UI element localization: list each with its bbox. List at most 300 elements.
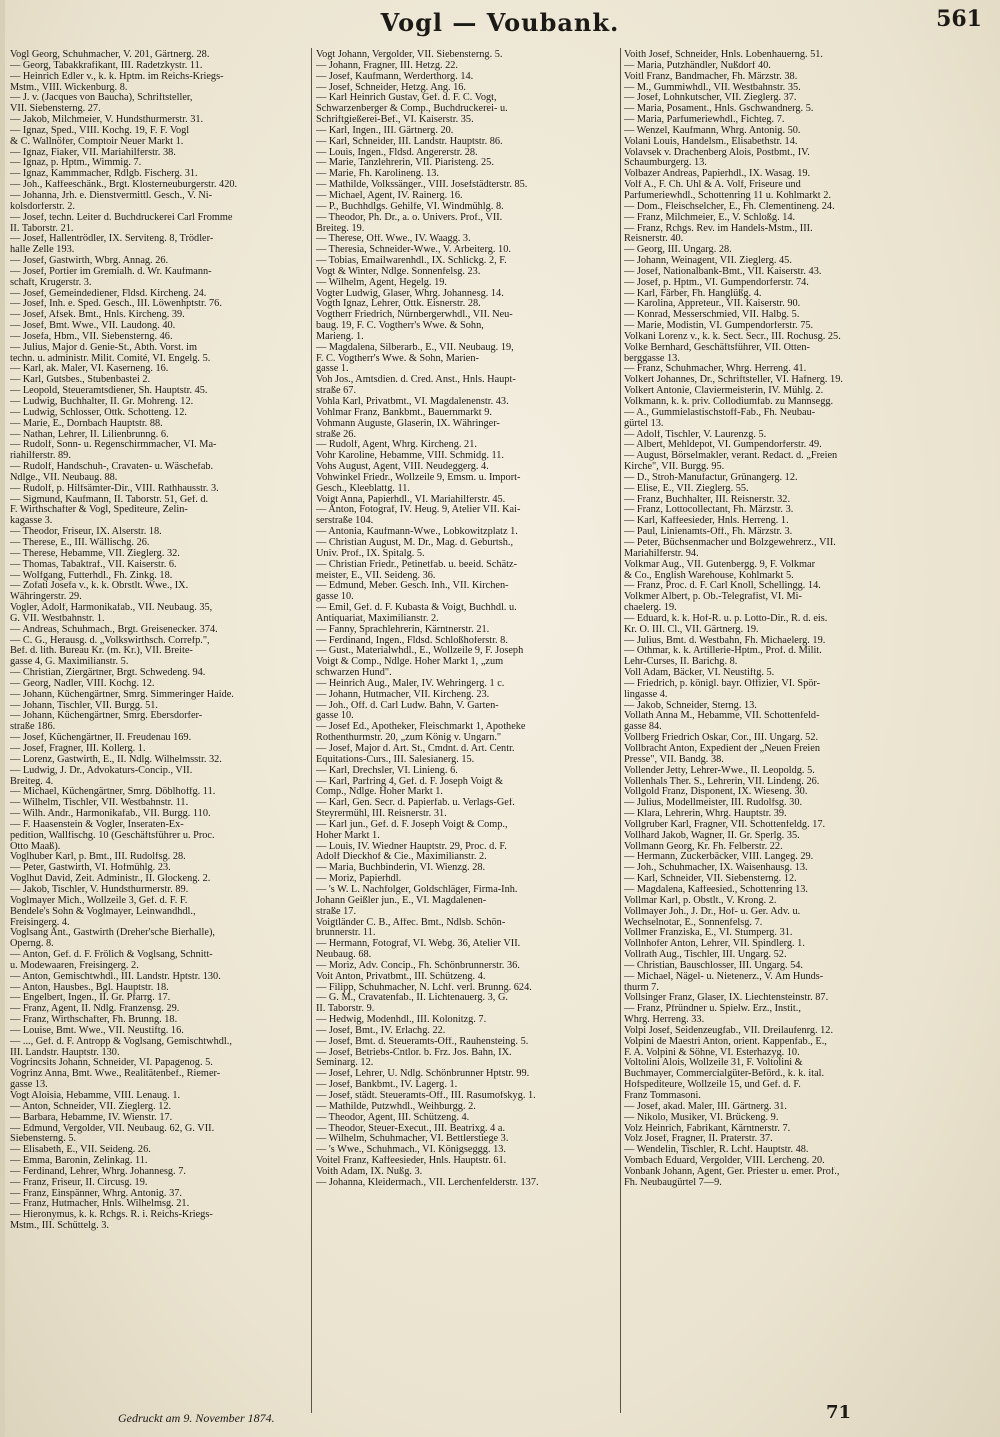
directory-entry-line: schwarzen Hund".	[316, 668, 392, 679]
directory-entry-line: — Eduard, k. k. Hof-R. u. p. Lotto-Dir., R. d. eis.	[624, 613, 828, 624]
sheet-signature-number: 71	[826, 1402, 852, 1423]
directory-entry-line: Whrg. Herreng. 33.	[624, 1015, 705, 1026]
directory-entry-line: — Lorenz, Gastwirth, E., II. Ndlg. Wilhelmsstr. 32.	[10, 754, 222, 765]
directory-entry-line: Volpi Josef, Seidenzeugfab., VII. Dreilaufenrg. 12.	[624, 1025, 834, 1036]
directory-entry-line: — Joh., Kaffeeschänk., Brgt. Klosterneuburgerstr. 420.	[10, 180, 238, 191]
directory-entry-line: riahilferstr. 89.	[10, 451, 71, 462]
directory-entry-line: — Rudolf, Handschuh-, Cravaten- u. Wäschefab.	[10, 462, 214, 473]
directory-entry-line: Parfumeriewhdl., Schottenring 11 u. Kohlmarkt 2.	[624, 190, 831, 201]
directory-entry-line: Gesch., Kleeblattg. 11.	[316, 483, 410, 494]
directory-entry-line: — J. v. (Jacques von Baucha), Schriftsteller,	[10, 93, 193, 104]
directory-entry-line: Marieng. 1.	[316, 331, 364, 342]
directory-entry-line: — Ludwig, J. Dr., Advokaturs-Concip., VII.	[10, 765, 193, 776]
directory-entry-line: — Heinrich Edler v., k. k. Hptm. im Reichs-Kriegs-	[10, 71, 224, 82]
directory-entry-line: Volkani Lorenz v., k. k. Sect. Secr., III. Rochusg. 25.	[624, 331, 841, 342]
directory-entry-line: — Josef, Betriebs-Cntlor. b. Frz. Jos. Bahn, IX.	[316, 1047, 512, 1058]
directory-entry-line: F. C. Vogtherr's Wwe. & Sohn, Marien-	[316, 353, 479, 364]
directory-entry-line: Schriftgießerei-Bef., VI. Kaiserstr. 35.	[316, 115, 474, 126]
directory-entry-line: — Karl, Gutsbes., Stubenbastei 2.	[10, 375, 151, 386]
directory-entry-line: Buchmayer, Commercialgüter-Beförd., k. k. ital.	[624, 1069, 825, 1080]
directory-entry-line: — Heinrich Aug., Maler, IV. Wehringerg. 1 c.	[316, 678, 505, 689]
directory-entry-line: Volke Bernhard, Geschäftsführer, VII. Otten-	[624, 342, 810, 353]
directory-entry-line: Vogter Ludwig, Glaser, Whrg. Johannesg. 14.	[316, 288, 504, 299]
directory-entry-line: — Karl, Parfring 4, Gef. d. F. Joseph Voigt &	[316, 776, 503, 787]
directory-entry-line: — Wilh. Andr., Harmonikafab., VII. Burgg. 110.	[10, 809, 211, 820]
directory-entry-line: — Albert, Mehldepot, VI. Gumpendorferstr. 49.	[624, 440, 822, 451]
directory-entry-line: Vogtherr Friedrich, Nürnbergerwhdl., VII. Neu-	[316, 310, 513, 321]
directory-entry-line: gürtel 13.	[624, 418, 664, 429]
directory-entry-line: Rothenthurmstr. 20, „zum König v. Ungarn."	[316, 733, 502, 744]
directory-entry-line: Vollgruber Karl, Fragner, VII. Schottenfeldg. 17.	[624, 819, 826, 830]
directory-entry-line: — Christian, Ziergärtner, Brgt. Schwedeng. 94.	[10, 668, 206, 679]
directory-entry-line: — Josef, Bankbmt., IV. Lagerg. 1.	[316, 1080, 458, 1091]
directory-entry-line: baug. 19, F. C. Vogtherr's Wwe. & Sohn,	[316, 321, 484, 332]
directory-entry-line: — Rudolf, Sonn- u. Regenschirmmacher, VI. Ma-	[10, 440, 217, 451]
directory-entry-line: Mariahilferstr. 94.	[624, 548, 699, 559]
directory-entry-line: u. Modewaaren, Freisingerg. 2.	[10, 960, 139, 971]
directory-entry-line: — Theodor, Ph. Dr., a. o. Univers. Prof., VII.	[316, 212, 503, 223]
directory-entry-line: Währingerstr. 29.	[10, 592, 82, 603]
directory-entry-line: Ndlge., VII. Neubaug. 88.	[10, 472, 118, 483]
directory-entry-line: — Emma, Baronin, Zelinkag. 11.	[10, 1156, 148, 1167]
directory-entry-line: — Leopold, Steueramtsdiener, Sh. Hauptstr. 45.	[10, 386, 208, 397]
directory-entry-line: — Johann, Fragner, III. Hetzg. 22.	[316, 60, 458, 71]
directory-entry-line: — Johanna, Jrh. e. Dienstvermittl. Gesch., V. Ni-	[10, 190, 213, 201]
directory-entry-line: — Josef, Lehrer, U. Ndlg. Schönbrunner Hptstr. 99.	[316, 1069, 530, 1080]
directory-entry-line: berggasse 13.	[624, 353, 680, 364]
directory-entry-line: — Franz, Agent, II. Ndlg. Franzensg. 29.	[10, 1004, 180, 1015]
directory-entry-line: — Franz, Einspänner, Whrg. Antonig. 37.	[10, 1188, 182, 1199]
directory-entry-line: — Moriz, Papierhdl.	[316, 874, 402, 885]
directory-entry-line: — Marie, E., Dornbach Hauptstr. 88.	[10, 418, 163, 429]
directory-entry-line: — Theodor, Friseur, IX. Alserstr. 18.	[10, 527, 162, 538]
directory-entry-line: Volpini de Maestri Anton, orient. Kappenfab., E.,	[624, 1036, 827, 1047]
directory-entry-line: — Magdalena, Kaffeesied., Schottenring 13.	[624, 884, 808, 895]
directory-entry-line: — P., Buchhdlgs. Gehilfe, VI. Windmühlg. 8.	[316, 201, 504, 212]
directory-entry-line: & Co., English Warehouse, Kohlmarkt 5.	[624, 570, 794, 581]
directory-entry-line: — Dom., Fleischselcher, E., Fh. Clementineng. 24.	[624, 201, 835, 212]
directory-entry-line: — M., Gummiwhdl., VII. Westbahnstr. 35.	[624, 82, 801, 93]
directory-entry-line: — ..., Gef. d. F. Antropp & Voglsang, Gemischtwhdl.,	[10, 1036, 232, 1047]
directory-entry-line: — Magdalena, Silberarb., E., VII. Neubaug. 19,	[316, 342, 514, 353]
directory-entry-line: — Wilhelm, Schuhmacher, VI. Bettlerstiege 3.	[316, 1134, 509, 1145]
directory-entry-line: — Fanny, Sprachlehrerin, Kärntnerstr. 21.	[316, 624, 490, 635]
directory-entry-line: thurm 7.	[624, 982, 659, 993]
directory-entry-line: pedition, Wallfischg. 10 (Geschäftsführer u. Proc.	[10, 830, 215, 841]
directory-entry-line: Antiquariat, Maximilianstr. 2.	[316, 613, 439, 624]
directory-entry-line: Hoher Markt 1.	[316, 830, 380, 841]
directory-column-2	[316, 50, 616, 1405]
directory-entry-line: lingasse 4.	[624, 689, 668, 700]
directory-entry-line: — Mathilde, Volkssänger., VIII. Josefstädterstr. 85.	[316, 180, 528, 191]
directory-entry-line: gasse 1.	[316, 364, 349, 375]
directory-entry-line: serstraße 104.	[316, 516, 374, 527]
directory-entry-line: — Marie, Modistin, VI. Gumpendorferstr. 75.	[624, 321, 814, 332]
directory-entry-line: — Rudolf, Agent, Whrg. Kircheng. 21.	[316, 440, 477, 451]
directory-entry-line: gasse 10.	[316, 711, 354, 722]
directory-entry-line: — Franz, Pfründner u. Spielw. Erz., Instit.,	[624, 1004, 801, 1015]
directory-entry-line: — Christian Friedr., Petinetfab. u. beeid. Schätz-	[316, 559, 518, 570]
directory-entry-line: — Franz, Rchgs. Rev. im Handels-Mstm., III.	[624, 223, 813, 234]
directory-entry-line: — Josef, Küchengärtner, II. Freudenau 169.	[10, 733, 192, 744]
directory-entry-line: — Tobias, Emailwarenhdl., IX. Schlickg. 2, F.	[316, 256, 507, 267]
directory-entry-line: F. A. Volpini & Söhne, VI. Esterhazyg. 10.	[624, 1047, 800, 1058]
directory-entry-line: Neubaug. 68.	[316, 950, 372, 961]
directory-entry-line: — Anton, Gemischtwhdl., III. Landstr. Hptstr. 130.	[10, 971, 221, 982]
directory-entry-line: — Ignaz, Sped., VIII. Kochg. 19, F. F. Vogl	[10, 125, 190, 136]
directory-entry-line: — Joh., Off. d. Carl Ludw. Bahn, V. Garten-	[316, 700, 499, 711]
directory-entry-line: Steyrermühl, III. Reisnerstr. 31.	[316, 809, 447, 820]
directory-entry-line: — Josef, Lohnkutscher, VII. Zieglerg. 37.	[624, 93, 797, 104]
directory-entry-line: — Theodor, Agent, III. Schützeng. 4.	[316, 1112, 470, 1123]
directory-entry-line: — Maria, Parfumeriewhdl., Fichteg. 7.	[624, 115, 785, 126]
directory-entry-line: Equitations-Curs., III. Salesianerg. 15.	[316, 754, 475, 765]
directory-entry-line: Voglhuber Karl, p. Bmt., III. Rudolfsg. 28.	[10, 852, 186, 863]
directory-entry-line: — Thomas, Tabaktraf., VII. Kaiserstr. 6.	[10, 559, 177, 570]
directory-entry-line: Vollmer Franziska, E., VI. Stumperg. 31.	[624, 928, 793, 939]
directory-entry-line: — Konrad, Messerschmied, VII. Halbg. 5.	[624, 310, 800, 321]
directory-entry-line: — Peter, Gastwirth, VI. Hofmühlg. 23.	[10, 863, 171, 874]
directory-entry-line: Vollgold Franz, Disponent, IX. Wieseng. 30.	[624, 787, 808, 798]
directory-entry-line: — Mathilde, Putzwhdl., Weihburgg. 2.	[316, 1101, 476, 1112]
directory-entry-line: — Karolina, Appreteur., VII. Kaiserstr. 90.	[624, 299, 801, 310]
directory-entry-line: — Julius, Bmt. d. Westbahn, Fh. Michaelerg. 19.	[624, 635, 826, 646]
directory-entry-line: — Franz, Schuhmacher, Whrg. Herreng. 41.	[624, 364, 807, 375]
directory-entry-line: gasse 4, G. Maximilianstr. 5.	[10, 657, 129, 668]
directory-entry-line: — Josefa, Hbm., VII. Siebensterng. 46.	[10, 331, 173, 342]
directory-entry-line: — Karl, Ingen., III. Gärtnerg. 20.	[316, 125, 454, 136]
directory-entry-line: Lehr-Curses, II. Barichg. 8.	[624, 657, 738, 668]
directory-entry-line: — Julius, Major d. Genie-St., Abth. Vorst. im	[10, 342, 197, 353]
directory-entry-line: — Ignaz, Kammmacher, Rdlgb. Fischerg. 31.	[10, 169, 198, 180]
directory-entry-line: Volkert Johannes, Dr., Schriftsteller, VI. Hafnerg. 19.	[624, 375, 843, 386]
directory-entry-line: — Wilhelm, Tischler, VII. Westbahnstr. 11.	[10, 798, 189, 809]
directory-entry-line: — Johann, Hutmacher, VII. Kircheng. 23.	[316, 689, 490, 700]
directory-entry-line: brunnerstr. 11.	[316, 928, 376, 939]
page-header	[0, 0, 1000, 46]
directory-entry-line: Voigtländer C. B., Affec. Bmt., Ndlsb. Schön-	[316, 917, 506, 928]
directory-entry-line: Voith Adam, IX. Nußg. 3.	[316, 1166, 423, 1177]
directory-entry-line: — Christian August, M. Dr., Mag. d. Geburtsh.,	[316, 537, 514, 548]
directory-entry-line: Voitel Franz, Kaffeesieder, Hnls. Hauptstr. 61.	[316, 1156, 507, 1167]
directory-entry-line: Vollenhals Ther. S., Lehrerin, VII. Lindeng. 26.	[624, 776, 820, 787]
directory-entry-line: — Elisabeth, E., VII. Seideng. 26.	[10, 1145, 151, 1156]
directory-entry-line: — Josef, Bmt., IV. Erlachg. 22.	[316, 1025, 446, 1036]
directory-entry-line: — Joh., Schuhmacher, IX. Waisenhausg. 13.	[624, 863, 808, 874]
directory-entry-line: — Jakob, Milchmeier, V. Hundsthurmerstr. 31.	[10, 115, 204, 126]
directory-entry-line: Vohmann Auguste, Glaserin, IX. Währinger-	[316, 418, 500, 429]
directory-entry-line: — Therese, Hebamme, VII. Zieglerg. 32.	[10, 548, 180, 559]
directory-entry-line: II. Taborstr. 21.	[10, 223, 74, 234]
directory-entry-line: — Josef, techn. Leiter d. Buchdruckerei Carl Fromme	[10, 212, 233, 223]
directory-entry-line: — Karl, Färber, Fh. Hanglüßg. 4.	[624, 288, 762, 299]
directory-entry-line: schaft, Krugerstr. 3.	[10, 277, 92, 288]
directory-entry-line: — Marie, Fh. Karolineng. 13.	[316, 169, 439, 180]
directory-entry-line: — Maria, Posament., Hnls. Gschwandnerg. 5.	[624, 104, 814, 115]
directory-entry-line: Vollhard Jakob, Wagner, II. Gr. Sperlg. 35.	[624, 830, 800, 841]
directory-entry-line: — Elise, E., VII. Zieglerg. 55.	[624, 483, 749, 494]
directory-entry-line: — Barbara, Hebamme, IV. Wienstr. 17.	[10, 1112, 173, 1123]
directory-entry-line: Vollnhofer Anton, Lehrer, VII. Spindlerg. 1.	[624, 939, 805, 950]
directory-entry-line: — Louis, IV. Wiedner Hauptstr. 29, Proc. d. F.	[316, 841, 507, 852]
directory-entry-line: Bef. d. lith. Bureau Kr. (m. Kr.), VII. Breite-	[10, 646, 193, 657]
directory-entry-line: — F. Haasenstein & Vogler, Inseraten-Ex-	[10, 819, 184, 830]
directory-entry-line: chaelerg. 19.	[624, 603, 677, 614]
directory-entry-line: — Antonia, Kaufmann-Wwe., Lobkowitzplatz 1.	[316, 527, 518, 538]
column-rule	[620, 48, 621, 1413]
directory-entry-line: Vollbracht Anton, Expedient der „Neuen Freien	[624, 744, 820, 754]
directory-entry-line: Vombach Eduard, Vergolder, VIII. Lercheng. 20.	[624, 1156, 825, 1167]
directory-entry-line: — Ignaz, p. Hptm., Wimmig. 7.	[10, 158, 142, 169]
directory-entry-line: — Josef, Portier im Gremialh. d. Wr. Kaufmann-	[10, 266, 212, 277]
directory-entry-line: Voith Josef, Schneider, Hnls. Lobenhauerng. 51.	[624, 50, 824, 60]
directory-entry-line: — Johann, Tischler, VII. Burgg. 51.	[10, 700, 158, 711]
directory-entry-line: gasse 84.	[624, 722, 662, 733]
directory-entry-line: Volkmar Aug., VII. Gutenbergg. 9, F. Volkmar	[624, 559, 815, 570]
directory-entry-line: — Jakob, Schneider, Sterng. 13.	[624, 700, 757, 711]
directory-entry-line: — Georg, Tabakkrafikant, III. Radetzkystr. 11.	[10, 60, 203, 71]
directory-entry-line: Voigt Anna, Papierhdl., VI. Mariahilferstr. 45.	[316, 494, 506, 505]
directory-entry-line: Vonbank Johann, Agent, Ger. Priester u. emer. Prof.,	[624, 1166, 840, 1177]
directory-entry-line: — Franz, Buchhalter, III. Reisnerstr. 32.	[624, 494, 791, 505]
directory-entry-line: — Maria, Buchbinderin, VI. Wienzg. 28.	[316, 863, 486, 874]
directory-entry-line: Hofspediteure, Wollzeile 15, und Gef. d. F.	[624, 1080, 801, 1091]
directory-entry-line: Vogl Georg, Schuhmacher, V. 201, Gärtnerg. 28.	[10, 50, 210, 60]
directory-entry-line: halle Zelle 193.	[10, 245, 75, 256]
directory-entry-line: straße 186.	[10, 722, 56, 733]
page-number: 561	[936, 6, 982, 32]
directory-entry-line: Vohwinkel Friedr., Wollzeile 9, Emsm. u. Import-	[316, 472, 521, 483]
directory-entry-line: — Karl, ak. Maler, VI. Kaserneng. 16.	[10, 364, 169, 375]
directory-entry-line: — Karl, Schneider, VII. Siebensterng. 12.	[624, 874, 797, 885]
directory-entry-line: — Johann, Weinagent, VII. Zieglerg. 45.	[624, 256, 792, 267]
directory-entry-line: — Anton, Schneider, VII. Zieglerg. 12.	[10, 1101, 172, 1112]
directory-entry-line: Volf A., F. Ch. Uhl & A. Volf, Friseure und	[624, 180, 801, 191]
directory-entry-line: G. VII. Westbahnstr. 1.	[10, 613, 105, 624]
directory-entry-line: Vollath Anna M., Hebamme, VII. Schottenfeld-	[624, 711, 820, 722]
directory-entry-line: Seminarg. 12.	[316, 1058, 374, 1069]
directory-entry-line: Voitl Franz, Bandmacher, Fh. Märzstr. 38.	[624, 71, 798, 82]
directory-entry-line: Adolf Dieckhof & Cie., Maximilianstr. 2.	[316, 852, 487, 863]
directory-entry-line: Fh. Neubaugürtel 7—9.	[624, 1177, 722, 1188]
directory-entry-line: Voigt & Comp., Ndlge. Hoher Markt 1, „zum	[316, 657, 504, 668]
directory-entry-line: Schaumburgerg. 13.	[624, 158, 707, 169]
directory-entry-line: straße 17.	[316, 906, 357, 917]
directory-entry-line: Vollrath Aug., Tischler, III. Ungarg. 52.	[624, 950, 787, 961]
directory-entry-line: — Georg, Nadler, VIII. Kochg. 12.	[10, 678, 155, 689]
directory-entry-line: — Louise, Bmt. Wwe., VII. Neustiftg. 16.	[10, 1025, 184, 1036]
directory-entry-line: — Julius, Modellmeister, III. Rudolfsg. 30.	[624, 798, 803, 809]
directory-entry-line: Volkert Antonie, Claviermeisterin, IV. Mühlg. 2.	[624, 386, 824, 397]
running-head: Vogl — Voubank.	[380, 8, 620, 37]
directory-entry-line: — Louis, Ingen., Fldsd. Angererstr. 28.	[316, 147, 478, 158]
directory-entry-line: — Josef, Afsek. Bmt., Hnls. Kircheng. 39.	[10, 310, 185, 321]
directory-entry-line: — Josef, städt. Steueramts-Off., III. Rasumofskyg. 1.	[316, 1091, 536, 1101]
directory-entry-line: — Josef, Hallentrödler, IX. Serviteng. 8, Trödler-	[10, 234, 214, 245]
directory-entry-line: — Wolfgang, Futterhdl., Fh. Zinkg. 18.	[10, 570, 173, 581]
directory-entry-line: straße 67.	[316, 386, 357, 397]
directory-entry-line: — Hermann, Zuckerbäcker, VIII. Langeg. 29.	[624, 852, 814, 863]
directory-entry-line: Siebensterng. 5.	[10, 1134, 77, 1145]
directory-entry-line: — Karl, Kaffeesieder, Hnls. Herreng. 1.	[624, 516, 789, 527]
directory-entry-line: III. Landstr. Hauptstr. 130.	[10, 1047, 120, 1058]
directory-column-3	[624, 50, 924, 1405]
directory-entry-line: Vogt Johann, Vergolder, VII. Siebensterng. 5.	[316, 50, 503, 60]
directory-entry-line: Volavsek v. Drachenberg Alois, Postbmt., IV.	[624, 147, 810, 158]
directory-entry-line: — Therese, E., III. Wällischg. 26.	[10, 537, 150, 548]
directory-entry-line: — August, Börselmakler, verant. Redact. d. „Freien	[624, 451, 838, 462]
directory-entry-line: techn. u. administr. Milit. Comité, VI. Engelg. 5.	[10, 353, 211, 364]
directory-entry-line: Voltolini Alois, Wollzeile 31, F. Voltolini &	[624, 1058, 803, 1069]
directory-entry-line: Franz Tommasoni.	[624, 1091, 701, 1101]
directory-entry-line: — Ferdinand, Lehrer, Whrg. Johannesg. 7.	[10, 1166, 186, 1177]
directory-entry-line: — Maria, Putzhändler, Nußdorf 40.	[624, 60, 771, 71]
directory-entry-line: Vohs August, Agent, VIII. Neudeggerg. 4.	[316, 462, 489, 473]
directory-entry-line: — Josef, akad. Maler, III. Gärtnerg. 31.	[624, 1101, 787, 1112]
directory-entry-line: — Andreas, Schuhmach., Brgt. Greisenecker. 374.	[10, 624, 218, 635]
directory-entry-line: kolsdorferstr. 2.	[10, 201, 75, 212]
directory-entry-line: — Georg, III. Ungarg. 28.	[624, 245, 732, 256]
directory-entry-line: — Franz, Milchmeier, E., V. Schloßg. 14.	[624, 212, 796, 223]
directory-entry-line: — Wendelin, Tischler, R. Lchf. Hauptstr. 48.	[624, 1145, 809, 1156]
directory-entry-line: — G. M., Cravatenfab., II. Lichtenauerg. 3, G.	[316, 993, 508, 1004]
directory-entry-line: VII. Siebensterng. 27.	[10, 104, 101, 115]
directory-entry-line: — Franz, Hutmacher, Hnls. Wilhelmsg. 21.	[10, 1199, 190, 1210]
directory-entry-line: Volbazer Andreas, Papierhdl., IX. Wasag. 19.	[624, 169, 811, 180]
directory-entry-line: Reisnerstr. 40.	[624, 234, 684, 245]
directory-entry-line: — Hedwig, Modenhdl., III. Kolonitzg. 7.	[316, 1015, 487, 1026]
directory-entry-line: — Josef, Nationalbank-Bmt., VII. Kaiserstr. 43.	[624, 266, 822, 277]
directory-entry-line: — D., Stroh-Manufactur, Grünangerg. 12.	[624, 472, 798, 483]
directory-entry-line: — Josef, Bmt. Wwe., VII. Laudong. 40.	[10, 321, 176, 332]
directory-entry-line: — Josef, Fragner, III. Kollerg. 1.	[10, 744, 146, 754]
directory-entry-line: Vogt & Winter, Ndlge. Sonnenfelsg. 23.	[316, 266, 481, 277]
directory-entry-line: — Adolf, Tischler, V. Laurenzg. 5.	[624, 429, 767, 440]
directory-entry-line: — Klara, Lehrerin, Whrg. Hauptstr. 39.	[624, 809, 787, 820]
directory-entry-line: — Rudolf, p. Hilfsämter-Dir., VIII. Rathhausstr. 3.	[10, 483, 219, 494]
directory-entry-line: — Johann, Küchengärtner, Smrg. Simmeringer Haide.	[10, 689, 234, 700]
directory-entry-line: — Michael, Nägel- u. Nietenerz., V. Am Hunds-	[624, 971, 824, 982]
directory-entry-line: — Ferdinand, Ingen., Fldsd. Schloßhoferstr. 8.	[316, 635, 508, 646]
directory-entry-line: Voll Adam, Bäcker, VI. Neustiftg. 5.	[624, 668, 775, 679]
directory-entry-line: — Franz, Friseur, II. Circusg. 19.	[10, 1177, 148, 1188]
directory-entry-line: Mstm., III. Schüttelg. 3.	[10, 1221, 109, 1232]
directory-entry-line: Vollmar Karl, p. Obstlt., V. Krong. 2.	[624, 895, 777, 906]
directory-entry-line: Presse", VII. Bandg. 38.	[624, 754, 724, 765]
directory-entry-line: Voh Jos., Amtsdien. d. Cred. Anst., Hnls. Haupt-	[316, 375, 516, 386]
directory-entry-line: — Hieronymus, k. k. Rchgs. R. i. Reichs-Kriegs-	[10, 1210, 213, 1221]
directory-entry-line: & C. Wallnöfer, Comptoir Neuer Markt 1.	[10, 136, 184, 147]
directory-entry-line: — Josef, Major d. Art. St., Cmdnt. d. Art. Centr.	[316, 744, 515, 754]
directory-entry-line: — Karl jun., Gef. d. F. Joseph Voigt & Comp.,	[316, 819, 508, 830]
page-edge-shadow	[0, 0, 5, 1437]
directory-entry-line: — Friedrich, p. königl. bayr. Offizier, VI. Spör-	[624, 678, 821, 689]
directory-entry-line: — Josef, Inh. e. Sped. Gesch., III. Löwenhptstr. 76.	[10, 299, 222, 310]
directory-entry-line: — Josef, Bmt. d. Steueramts-Off., Rauhensteing. 5.	[316, 1036, 529, 1047]
directory-entry-line: Kr. O. III. Cl., VII. Gärtnerg. 19.	[624, 624, 759, 635]
directory-entry-line: Mstm., VIII. Wickenburg. 8.	[10, 82, 128, 93]
directory-entry-line: Voglhut David, Zeit. Administr., II. Glockeng. 2.	[10, 874, 211, 885]
directory-entry-line: Vollender Jetty, Lehrer-Wwe., II. Leopoldg. 5.	[624, 765, 815, 776]
directory-entry-line: straße 26.	[316, 429, 357, 440]
directory-entry-line: kagasse 3.	[10, 516, 53, 527]
directory-entry-line: Schwarzenberger & Comp., Buchdruckerei- u.	[316, 104, 508, 115]
directory-entry-line: Wechselnotar, E., Sonnenfelsg. 7.	[624, 917, 763, 928]
directory-entry-line: gasse 13.	[10, 1080, 48, 1091]
directory-entry-line: — 's W. L. Nachfolger, Goldschläger, Firma-Inh.	[316, 884, 518, 895]
directory-entry-line: Vohla Karl, Privatbmt., VI. Magdalenenstr. 43.	[316, 397, 509, 407]
directory-entry-line: — Karl Heinrich Gustav, Gef. d. F. C. Vogt,	[316, 93, 497, 104]
directory-entry-line: — Engelbert, Ingen., II. Gr. Pfarrg. 17.	[10, 993, 171, 1004]
directory-entry-line: — Zofati Josefa v., k. k. Obrstlt. Wwe., IX.	[10, 581, 189, 592]
column-rule	[311, 48, 312, 1413]
print-date-note: Gedruckt am 9. November 1874.	[118, 1411, 275, 1425]
directory-entry-line: Voit Anton, Privatbmt., III. Schützeng. 4.	[316, 971, 486, 982]
directory-entry-line: Vogt Aloisia, Hebamme, VIII. Lenaug. 1.	[10, 1091, 181, 1101]
directory-entry-line: Vollsinger Franz, Glaser, IX. Liechtensteinstr. 87.	[624, 993, 829, 1004]
directory-entry-line: — Ludwig, Schlosser, Ottk. Schotteng. 12.	[10, 407, 187, 418]
directory-entry-line: — Hermann, Fotograf, VI. Webg. 36, Atelier VII.	[316, 939, 521, 950]
directory-entry-line: — Josef Ed., Apotheker, Fleischmarkt 1, Apotheke	[316, 722, 526, 733]
directory-entry-line: — Anton, Fotograf, IV. Heug. 9, Atelier VII. Kai-	[316, 505, 521, 516]
directory-entry-line: — Nathan, Lehrer, II. Lilienbrunng. 6.	[10, 429, 169, 440]
directory-entry-line: — Johanna, Kleidermach., VII. Lerchenfelderstr. 137.	[316, 1177, 539, 1188]
directory-entry-line: — Franz, Wirthschafter, Fh. Brunng. 18.	[10, 1015, 178, 1026]
directory-entry-line: Vollberg Friedrich Oskar, Cor., III. Ungarg. 52.	[624, 733, 819, 744]
directory-entry-line: Vohlmar Franz, Bankbmt., Bauernmarkt 9.	[316, 407, 492, 418]
directory-entry-line: Volani Louis, Handelsm., Elisabethstr. 14.	[624, 136, 798, 147]
directory-entry-line: — Ignaz, Fiaker, VII. Mariahilferstr. 38.	[10, 147, 176, 158]
directory-entry-line: — Emil, Gef. d. F. Kubasta & Voigt, Buchhdl. u.	[316, 603, 517, 614]
directory-entry-line: Breiteg. 19.	[316, 223, 365, 234]
directory-entry-line: — Theresia, Schneider-Wwe., V. Arbeiterg. 10.	[316, 245, 511, 256]
directory-entry-line: — Karl, Drechsler, VI. Linieng. 6.	[316, 765, 458, 776]
directory-entry-line: Kirche", VII. Burgg. 95.	[624, 462, 725, 473]
directory-entry-line: — Karl, Gen. Secr. d. Papierfab. u. Verlags-Gef.	[316, 798, 515, 809]
directory-entry-line: — Michael, Agent, IV. Rainerg. 16.	[316, 190, 463, 201]
directory-entry-line: II. Taborstr. 9.	[316, 1004, 375, 1015]
directory-entry-line: — Franz, Lottocollectant, Fh. Märzstr. 3.	[624, 505, 794, 516]
directory-entry-line: Freisingerg. 4.	[10, 917, 70, 928]
directory-entry-line: — Wilhelm, Agent, Hegelg. 19.	[316, 277, 447, 288]
directory-entry-line: — Nikolo, Musiker, VI. Brückeng. 9.	[624, 1112, 779, 1123]
directory-entry-line: — Josef, Gemeindediener, Fldsd. Kircheng. 24.	[10, 288, 207, 299]
directory-entry-line: — Gust., Materialwhdl., E., Wollzeile 9, F. Joseph	[316, 646, 524, 657]
directory-entry-line: Operng. 8.	[10, 939, 54, 950]
directory-entry-line: — Anton, Hausbes., Bgl. Hauptstr. 18.	[10, 982, 169, 993]
directory-column-1	[10, 50, 307, 1405]
directory-entry-line: — Anton, Gef. d. F. Frölich & Voglsang, Schnitt-	[10, 950, 213, 961]
directory-entry-line: — Othmar, k. k. Artillerie-Hptm., Prof. d. Milit.	[624, 646, 822, 657]
directory-entry-line: Vogler, Adolf, Harmonikafab., VII. Neubaug. 35,	[10, 603, 213, 614]
directory-entry-line: — Jakob, Tischler, V. Hundsthurmerstr. 89.	[10, 884, 189, 895]
directory-entry-line: — Michael, Küchengärtner, Smrg. Döblhoffg. 11.	[10, 787, 216, 798]
directory-entry-line: meister, E., VII. Seideng. 36.	[316, 570, 436, 581]
directory-entry-line: — Josef, Gastwirth, Wbrg. Annag. 26.	[10, 256, 169, 267]
directory-entry-line: — Wenzel, Kaufmann, Whrg. Antonig. 50.	[624, 125, 801, 136]
directory-entry-line: — Johann, Küchengärtner, Smrg. Ebersdorfer-	[10, 711, 203, 722]
directory-entry-line: Otto Maaß).	[10, 841, 61, 852]
directory-entry-line: — Christian, Bauschlosser, III. Ungarg. 54.	[624, 960, 803, 971]
directory-entry-line: Johann Geißler jun., E., VI. Magdalenen-	[316, 895, 487, 906]
directory-entry-line: — Josef, p. Hptm., VI. Gumpendorferstr. 74.	[624, 277, 809, 288]
directory-entry-line: F. Wirthschafter & Vogl, Spediteure, Zelin-	[10, 505, 188, 516]
directory-entry-line: Univ. Prof., IX. Spitalg. 5.	[316, 548, 425, 559]
directory-entry-line: — Edmund, Vergolder, VII. Neubaug. 62, G. VII.	[10, 1123, 215, 1134]
directory-entry-line: — Sigmund, Kaufmann, II. Taborstr. 51, Gef. d.	[10, 494, 209, 505]
directory-entry-line: Bendele's Sohn & Voglmayer, Leinwandhdl.,	[10, 906, 196, 917]
directory-entry-line: — Edmund, Meber. Gesch. Inh., VII. Kirchen-	[316, 581, 509, 592]
